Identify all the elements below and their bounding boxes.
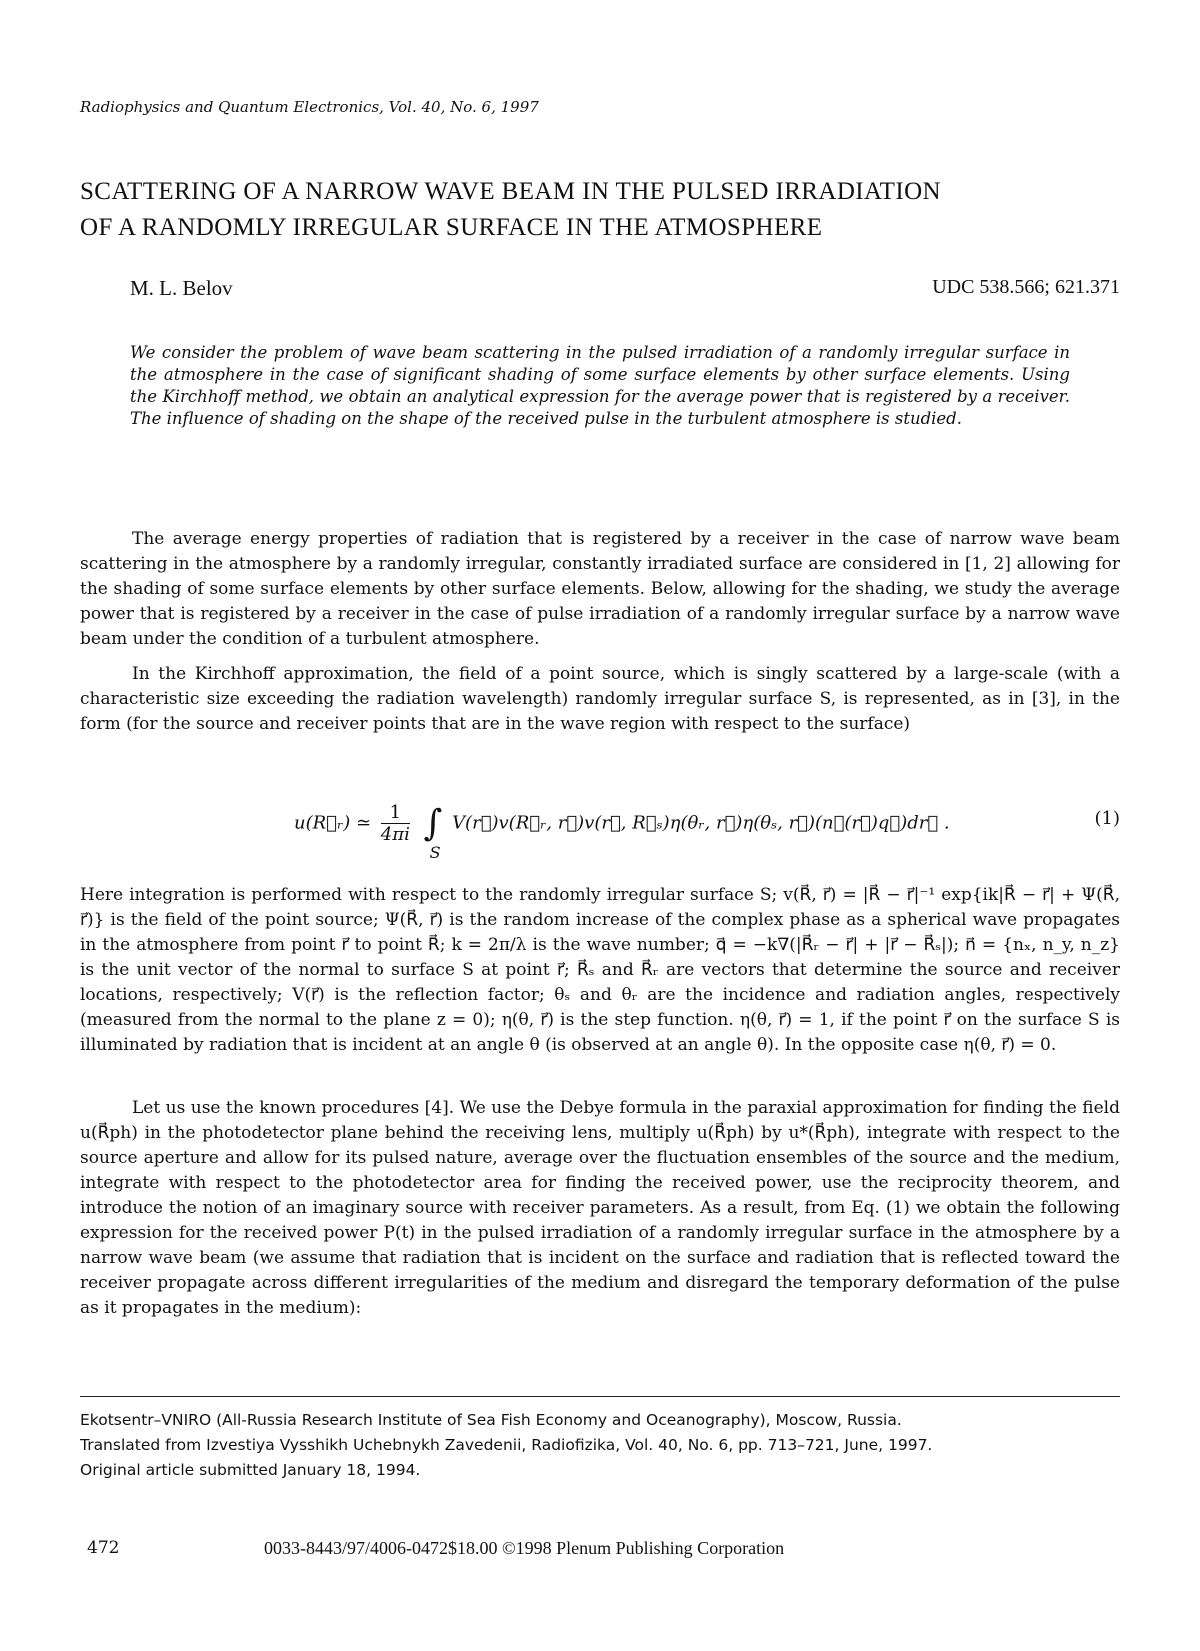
footnote-affiliation: Ekotsentr–VNIRO (All-Russia Research Institute of Sea Fish Economy and Oceanography), Moscow, Russia. xyxy=(80,1411,902,1429)
fraction-denominator: 4πi xyxy=(380,824,410,845)
page-number: 472 xyxy=(87,1538,120,1558)
udc-code: UDC 538.566; 621.371 xyxy=(932,276,1120,298)
equation-lhs: u(R⃗ᵣ) ≃ xyxy=(294,812,372,834)
equation-number: (1) xyxy=(1094,808,1120,829)
equation-1 xyxy=(80,790,1120,870)
journal-header: Radiophysics and Quantum Electronics, Vol. 40, No. 6, 1997 xyxy=(80,98,539,116)
paragraph-text: In the Kirchhoff approximation, the field of a point source, which is singly scattered by a large-scale (with a characteristic size exceeding the radiation wavelength) randomly irregular surface S, is represented, as in [3], in the form (for the source and receiver points that are in the wave region with respect to the surface) xyxy=(80,664,1120,734)
abstract: We consider the problem of wave beam scattering in the pulsed irradiation of a randomly irregular surface in the atmosphere in the case of significant shading of some surface elements by other surface elements. Using the Kirchhoff method, we obtain an analytical expression for the average power that is registered by a receiver. The influence of shading on the shape of the received pulse in the turbulent atmosphere is studied. xyxy=(130,343,1070,428)
footnote-divider xyxy=(80,1396,1120,1397)
footnote-submitted: Original article submitted January 18, 1994. xyxy=(80,1461,421,1479)
body-paragraph-1 xyxy=(80,527,1120,652)
fraction-numerator: 1 xyxy=(381,802,410,824)
paragraph-text: Here integration is performed with respect to the randomly irregular surface S; v(R⃗, r⃗) = |R⃗ − r⃗|⁻¹ exp{ik|R⃗ − r⃗| + Ψ(R⃗, r⃗)} is the field of the point source; Ψ(R⃗, r⃗) is the random increase of the complex phase as a spherical wave propagates in the atmosphere from point r⃗ to point R⃗; k = 2π/λ is the wave number; q⃗ = −k∇(|R⃗ᵣ − r⃗| + |r⃗ − R⃗ₛ|); n⃗ = {nₓ, n_y, n_z} is the unit vector of the normal to surface S at point r⃗; R⃗ₛ and R⃗ᵣ are vectors that determine the source and receiver locations, respectively; V(r⃗) is the reflection factor; θₛ and θᵣ are the incidence and radiation angles, respectively (measured from the normal to the plane z = 0); η(θ, r⃗) is the step function. η(θ, r⃗) = 1, if the point r⃗ on the surface S is illuminated by radiation that is incident at an angle θ (is observed at an angle θ). In the opposite case η(θ, r⃗) = 0. xyxy=(80,885,1120,1055)
paragraph-text: The average energy properties of radiation that is registered by a receiver in the case of narrow wave beam scattering in the atmosphere by a randomly irregular, constantly irradiated surface are considered in [1, 2] allowing for the shading of some surface elements by other surface elements. Below, allowing for the shading, we study the average power that is registered by a receiver in the case of pulse irradiation of a randomly irregular surface by a narrow wave beam under the condition of a turbulent atmosphere. xyxy=(80,529,1120,649)
body-paragraph-3 xyxy=(80,883,1120,1058)
integral-sign xyxy=(423,803,443,862)
integral-symbol: ∫ xyxy=(423,803,443,844)
title-line-2: OF A RANDOMLY IRREGULAR SURFACE IN THE ATMOSPHERE xyxy=(80,214,823,241)
article-title xyxy=(80,174,1120,246)
equation-rhs: V(r⃗)v(R⃗ᵣ, r⃗)v(r⃗, R⃗ₛ)η(θᵣ, r⃗)η(θₛ, r⃗)(n⃗(r⃗)q⃗)dr⃗ . xyxy=(452,812,950,834)
paragraph-text: Let us use the known procedures [4]. We use the Debye formula in the paraxial approximation for finding the field u(R⃗ph) in the photodetector plane behind the receiving lens, multiply u(R⃗ph) by u*(R⃗ph), integrate with respect to the source aperture and allow for its pulsed nature, average over the fluctuation ensembles of the source and the medium, integrate with respect to the photodetector area for finding the received power, use the reciprocity theorem, and introduce the notion of an imaginary source with receiver parameters. As a result, from Eq. (1) we obtain the following expression for the received power P(t) in the pulsed irradiation of a randomly irregular surface in the atmosphere by a narrow wave beam (we assume that radiation that is incident on the surface and radiation that is reflected toward the receiver propagate across different irregularities of the medium and disregard the temporary deformation of the pulse as it propagates in the medium): xyxy=(80,1098,1120,1318)
author: M. L. Belov xyxy=(130,276,233,300)
body-paragraph-4 xyxy=(80,1096,1120,1321)
title-line-1: SCATTERING OF A NARROW WAVE BEAM IN THE PULSED IRRADIATION xyxy=(80,178,941,205)
integral-domain: S xyxy=(429,843,441,862)
equation-fraction xyxy=(381,802,410,845)
footnote xyxy=(80,1408,1120,1483)
equation-body xyxy=(294,802,950,862)
body-paragraph-2 xyxy=(80,662,1120,737)
copyright-line: 0033-8443/97/4006-0472$18.00 ©1998 Plenum Publishing Corporation xyxy=(264,1538,785,1558)
footnote-translation: Translated from Izvestiya Vysshikh Uchebnykh Zavedenii, Radiofizika, Vol. 40, No. 6, pp. 713–721, June, 1997. xyxy=(80,1436,933,1454)
